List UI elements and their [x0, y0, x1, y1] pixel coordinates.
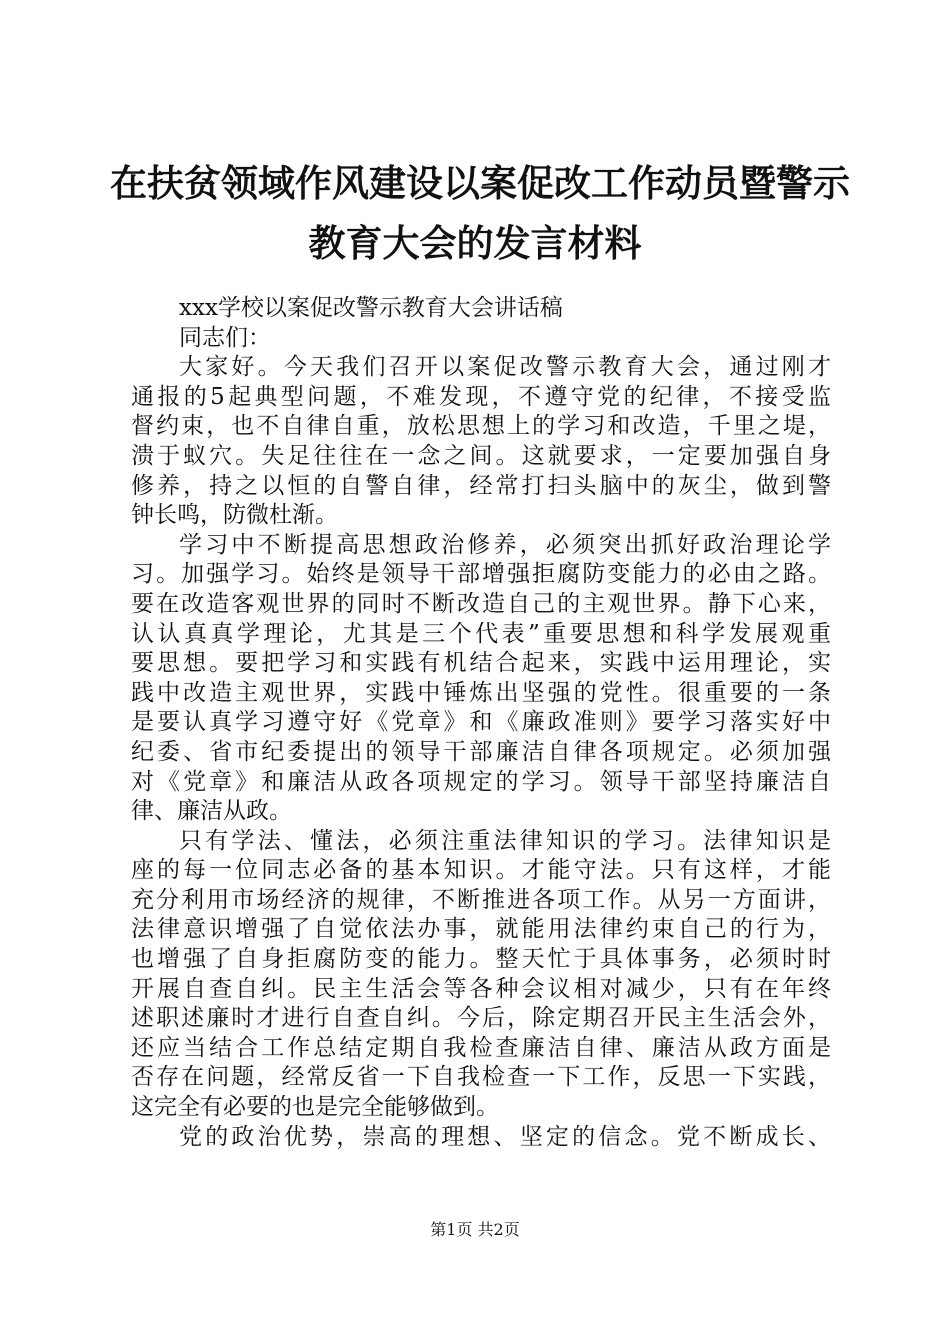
paragraph-line: 通报的5起典型问题，不难发现，不遵守党的纪律，不接受监 [131, 383, 831, 410]
paragraph-line: 开展自查自纠。民主生活会等各种会议相对减少，只有在年终 [131, 975, 831, 1002]
paragraph-line: 否存在问题，经常反省一下自我检查一下工作，反思一下实践， [131, 1064, 831, 1091]
paragraph-line: 还应当结合工作总结定期自我检查廉洁自律、廉洁从政方面是 [131, 1034, 831, 1061]
document-body [131, 294, 831, 1152]
paragraph-line: 督约束，也不自律自重，放松思想上的学习和改造，千里之堤， [131, 413, 831, 440]
paragraph-line: 习。加强学习。始终是领导干部增强拒腐防变能力的必由之路。 [131, 561, 831, 588]
paragraph-line: 充分利用市场经济的规律，不断推进各项工作。从另一方面讲， [131, 886, 831, 913]
salutation-line: 同志们： [179, 324, 271, 351]
document-title-line-2: 教育大会的发言材料 [308, 222, 642, 265]
page-footer: 第1页 共2页 [430, 1220, 520, 1239]
paragraph-line: 要在改造客观世界的同时不断改造自己的主观世界。静下心来， [131, 590, 831, 617]
paragraph-line: 也增强了自身拒腐防变的能力。整天忙于具体事务，必须时时 [131, 946, 831, 973]
paragraph-line: 学习中不断提高思想政治修养，必须突出抓好政治理论学 [179, 531, 831, 558]
paragraph-line: 要思想。要把学习和实践有机结合起来，实践中运用理论，实 [131, 650, 831, 677]
paragraph-line: 座的每一位同志必备的基本知识。才能守法。只有这样，才能 [131, 857, 831, 884]
paragraph-line: 践中改造主观世界，实践中锤炼出坚强的党性。很重要的一条 [131, 679, 831, 706]
document-title-line-1: 在扶贫领域作风建设以案促改工作动员暨警示 [110, 162, 850, 205]
paragraph-line: 溃于蚁穴。失足往往在一念之间。这就要求，一定要加强自身 [131, 442, 831, 469]
paragraph-line: 纪委、省市纪委提出的领导干部廉洁自律各项规定。必须加强 [131, 738, 831, 765]
paragraph-line: 修养，持之以恒的自警自律，经常打扫头脑中的灰尘，做到警 [131, 472, 831, 499]
paragraph-line: 述职述廉时才进行自查自纠。今后，除定期召开民主生活会外， [131, 1005, 831, 1032]
paragraph-line: 法律意识增强了自觉依法办事，就能用法律约束自己的行为， [131, 916, 831, 943]
paragraph-line: 党的政治优势，崇高的理想、坚定的信念。党不断成长、 [179, 1123, 831, 1150]
paragraph-line: 这完全有必要的也是完全能够做到。 [131, 1094, 499, 1121]
paragraph-line: 律、廉洁从政。 [131, 798, 292, 825]
paragraph-line: 大家好。今天我们召开以案促改警示教育大会，通过刚才 [179, 354, 831, 381]
subtitle-line: xxx学校以案促改警示教育大会讲话稿 [179, 295, 563, 321]
paragraph-line: 钟长鸣，防微杜渐。 [131, 502, 338, 529]
paragraph-line: 认认真真学理论，尤其是三个代表”重要思想和科学发展观重 [131, 620, 831, 647]
paragraph-line: 只有学法、懂法，必须注重法律知识的学习。法律知识是 [179, 827, 831, 854]
paragraph-line: 是要认真学习遵守好《党章》和《廉政准则》要学习落实好中 [131, 709, 831, 736]
paragraph-line: 对《党章》和廉洁从政各项规定的学习。领导干部坚持廉洁自 [131, 768, 831, 795]
